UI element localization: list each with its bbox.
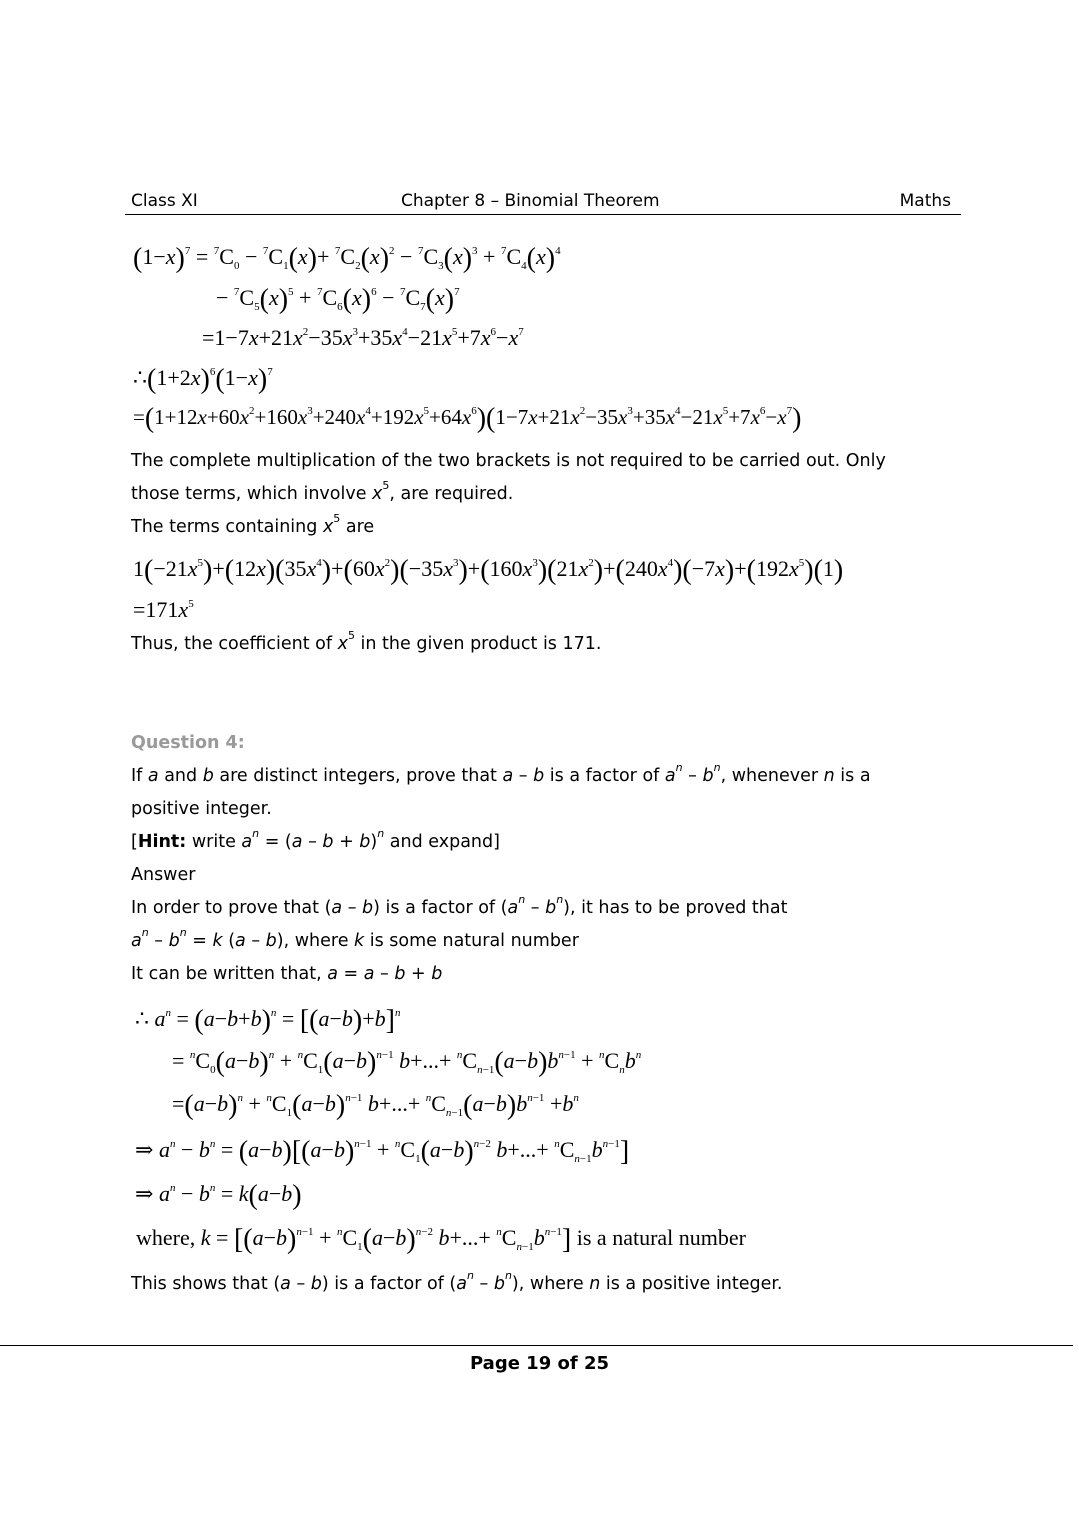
answer-text: In order to prove that (a – b) is a factor of $(a^n - b^n)$, it has to be proved that [131,893,788,918]
math-proof-line-6: where, $k = [(a-b)^{n-1} + ^nC_1(a-b)^{n-2}$ $b+...+ ^nC_{n-1}b^{n-1}$] is a natural number [136,1224,746,1255]
math-proof-line-3: $=(a-b)^n + ^nC_1(a-b)^{n-1}$ $b+...+ ^nC_{n-1}(a-b)b^{n-1} +b^n$ [172,1090,579,1121]
math-result-line: $=171x^5$ [133,597,194,622]
math-expansion-line-2: − $^7C_5(x)^5 + ^7C_6(x)^6 - ^7C_7(x)^7$ [216,284,460,315]
conclusion-text: This shows that (a – b) is a factor of $(a^n - b^n)$, where n is a positive integer. [131,1269,783,1294]
math-proof-line-2: = $^nC_0(a-b)^n + ^nC_1(a-b)^{n-1}$ $b+...+ ^nC_{n-1}(a-b)b^{n-1} + ^nC_nb^n$ [172,1047,642,1078]
paragraph-text: those terms, which involve $x^5$, are required. [131,479,514,504]
question-statement: If a and b are distinct integers, prove that a – b is a factor of $a^n - b^n$, whenever n is a [131,761,871,786]
math-proof-line-1: ∴ $a^n = (a-b+b)^n = [(a-b)+b]^n$ [135,1005,401,1036]
question-title: Question 4: [131,733,245,753]
math-product-expanded: $=(1+12x+60x^2+160x^3+240x^4+192x^5+64x^6)(1-7x+21x^2-35x^3+35x^4-21x^5+7x^6-x^7)$ [133,403,802,434]
conclusion-text: Thus, the coefficient of $x^5$ in the given product is 171. [131,629,602,654]
header-class: Class XI [131,191,198,211]
math-proof-line-5: ⇒ $a^n - b^n = k(a-b)$ [135,1180,302,1211]
math-expansion-line-1: $(1-x)^7 = ^7C_0 - ^7C_1(x)+ ^7C_2(x)^2 - ^7C_3(x)^3 + ^7C_4(x)^4$ [133,243,561,274]
footer-divider [0,1345,1073,1346]
math-proof-line-4: ⇒ $a^n - b^n = (a-b)[(a-b)^{n-1} + ^nC_1(a-b)^{n-2}$ $b+...+ ^nC_{n-1}b^{n-1}$] [135,1136,630,1167]
math-terms-line: $1(-21x^5)+(12x)(35x^4)+(60x^2)(-35x^3)+(160x^3)(21x^2)+(240x^4)(-7x)+(192x^5)(1)$ [133,555,844,586]
page-header [125,190,961,215]
math-expansion-line-3: $=1-7x+21x^2-35x^3+35x^4-21x^5+7x^6-x^7$ [202,325,524,350]
header-subject: Maths [899,191,951,211]
hint-text: [Hint: write $a^n = (a - b + b)^n$ and expand] [131,827,500,852]
page-number: Page 19 of 25 [469,1353,610,1374]
answer-text: It can be written that, a = a – b + b [131,964,443,984]
header-chapter: Chapter 8 – Binomial Theorem [401,191,660,211]
paragraph-text: The complete multiplication of the two brackets is not required to be carried out. Only [131,451,886,471]
question-statement-cont: positive integer. [131,799,272,819]
paragraph-text: The terms containing $x^5$ are [131,512,375,537]
answer-label: Answer [131,865,196,885]
answer-text: $a^n - b^n = k$ (a – b), where k is some natural number [131,926,579,951]
math-product-line: $\therefore(1+2x)^6(1-x)^7$ [133,364,273,395]
